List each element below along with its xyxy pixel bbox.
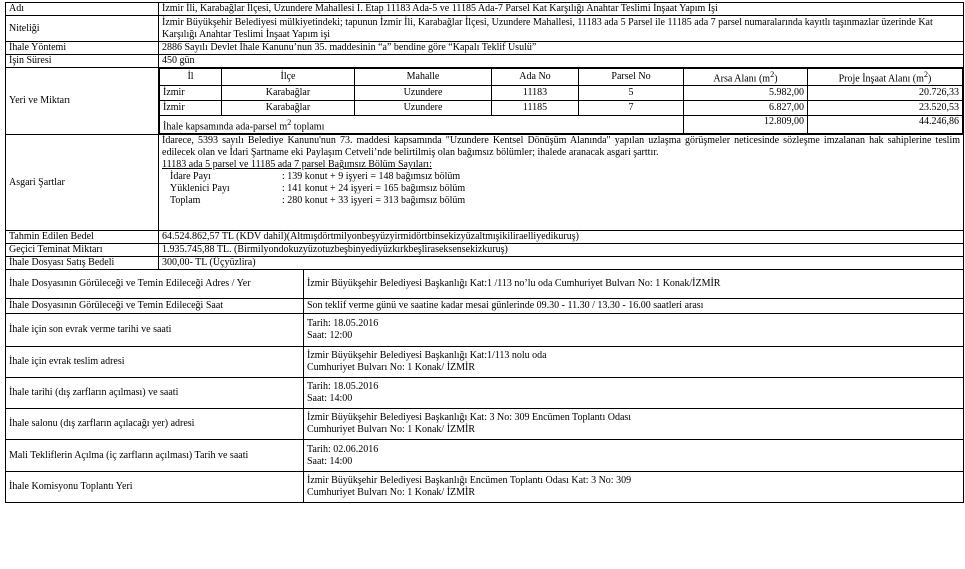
header-arsa-text: Arsa Alanı (m <box>713 73 771 85</box>
share-toplam-name: Toplam <box>170 195 201 207</box>
row-detail <box>6 314 964 347</box>
detail-line: Tarih: 18.05.2016 <box>307 381 379 393</box>
label-adi: Adı <box>6 3 159 16</box>
row-dosya-bedel <box>6 257 964 270</box>
detail-line: Saat: 12:00 <box>307 330 353 342</box>
value-teminat: 1.935.745,88 TL. (Birmilyondokuzyüzotuzbeşbinyediyüzkırkbeşliraseksensekizkuruş) <box>159 244 964 257</box>
cell-arsa: 5.982,00 <box>684 86 808 101</box>
share-toplam <box>162 195 960 207</box>
detail-line: İzmir Büyükşehir Belediyesi Başkanlığı Kat:1 /113 no’lu oda Cumhuriyet Bulvarı No: 1 Konak/İZMİR <box>307 278 721 290</box>
total-label <box>160 116 684 134</box>
label-dosya-bedel: İhale Dosyası Satış Bedeli <box>6 257 159 270</box>
value-niteligi: İzmir Büyükşehir Belediyesi mülkiyetindeki; tapunun İzmir İli, Karabağlar İlçesi, Uzundere Mahallesi, 11183 ada 5 Parsel ile 11185 ada 7 parsel numaralarında kayıtlı taşınmazlar üzerinde Kat Karşılığı Anahtar Teslimi İnşaat Yapım işi <box>159 16 964 42</box>
row-detail <box>6 440 964 472</box>
value-dosya-bedel-blank <box>304 257 964 270</box>
detail-line: İzmir Büyükşehir Belediyesi Başkanlığı Encümen Toplantı Odası Kat: 3 No: 309 <box>307 475 632 487</box>
cell-ada: 11183 <box>492 86 579 101</box>
row-niteligi <box>6 16 964 42</box>
cell-parsel: 7 <box>579 101 684 116</box>
total-label-b: toplamı <box>291 120 325 132</box>
header-arsa-sup: 2 <box>770 70 775 79</box>
tender-detail-table <box>5 256 964 503</box>
header-ada: Ada No <box>492 69 579 86</box>
detail-line: Cumhuriyet Bulvarı No: 1 Konak/ İZMİR <box>307 424 476 436</box>
header-il: İl <box>160 69 222 86</box>
detail-value: Son teklif verme günü ve saatine kadar mesai günlerinde 09.30 - 11.30 / 13.30 - 16.00 saatleri arası <box>304 299 964 314</box>
value-dosya-bedel: 300,00- TL (Üçyüzlira) <box>159 257 304 270</box>
row-adi <box>6 3 964 16</box>
label-teminat: Geçici Teminat Miktarı <box>6 244 159 257</box>
value-asgari <box>159 135 964 231</box>
detail-value <box>304 378 964 409</box>
row-detail <box>6 472 964 503</box>
cell-ilce: Karabağlar <box>222 86 355 101</box>
row-detail <box>6 270 964 299</box>
detail-label: İhale Komisyonu Toplantı Yeri <box>6 472 304 503</box>
cell-proje: 20.726,33 <box>808 86 963 101</box>
detail-line: İzmir Büyükşehir Belediyesi Başkanlığı Kat:1/113 nolu oda <box>307 350 547 362</box>
header-proje <box>808 69 963 86</box>
asgari-text: İdarece, 5393 sayılı Belediye Kanunu'nun 73. maddesi kapsamında "Uzundere Kentsel Dönüşüm Alanında" yapılan uzlaşma görüşmeler neticesinde sözleşme imzalanan hak sahiplerine teslim edilecek olan ve İdari Şartname eki Paylaşım Cetveli’nde belirtilmiş olan bağımsız bölümler; ihalede aranacak asgari şarttır. <box>162 135 960 159</box>
detail-line: İzmir Büyükşehir Belediyesi Başkanlığı Kat: 3 No: 309 Encümen Toplantı Odası <box>307 412 632 424</box>
cell-il: İzmir <box>160 101 222 116</box>
share-idare-value: : 139 konut + 9 işyeri = 148 bağımsız bölüm <box>282 171 461 183</box>
row-detail <box>6 299 964 314</box>
share-yuklenici-name: Yüklenici Payı <box>170 183 230 195</box>
cell-mahalle: Uzundere <box>355 86 492 101</box>
share-toplam-value: : 280 konut + 33 işyeri = 313 bağımsız bölüm <box>282 195 466 207</box>
header-proje-close: ) <box>928 73 932 85</box>
share-idare-name: İdare Payı <box>170 171 211 183</box>
row-detail <box>6 347 964 378</box>
asgari-heading: 11183 ada 5 parsel ve 11185 ada 7 parsel Bağımsız Bölüm Sayıları: <box>162 159 432 171</box>
row-teminat <box>6 244 964 257</box>
parcel-table <box>159 68 963 134</box>
label-yer: Yeri ve Miktarı <box>6 68 159 135</box>
header-proje-text: Proje İnşaat Alanı (m <box>838 73 924 85</box>
detail-label: İhale salonu (dış zarfların açılacağı yer) adresi <box>6 409 304 440</box>
label-sure: İşin Süresi <box>6 55 159 68</box>
row-sure <box>6 55 964 68</box>
table-row <box>160 101 963 116</box>
detail-value <box>304 409 964 440</box>
detail-value <box>304 270 964 299</box>
value-yontem: 2886 Sayılı Devlet İhale Kanunu’nun 35. maddesinin “a” bendine göre “Kapalı Teklif Usulü” <box>159 42 964 55</box>
detail-line: Saat: 14:00 <box>307 455 353 467</box>
share-yuklenici-value: : 141 konut + 24 işyeri = 165 bağımsız bölüm <box>282 183 466 195</box>
header-parsel: Parsel No <box>579 69 684 86</box>
value-adi: İzmir İli, Karabağlar İlçesi, Uzundere Mahallesi I. Etap 11183 Ada-5 ve 11185 Ada-7 Parsel Kat Karşılığı Anahtar Teslimi İnşaat Yapım İşi <box>159 3 964 16</box>
detail-value <box>304 347 964 378</box>
label-yontem: İhale Yöntemi <box>6 42 159 55</box>
row-detail <box>6 409 964 440</box>
header-proje-sup: 2 <box>923 70 929 79</box>
detail-line: Cumhuriyet Bulvarı No: 1 Konak/ İZMİR <box>307 362 476 374</box>
row-detail <box>6 378 964 409</box>
detail-label: Mali Tekliflerin Açılma (iç zarfların açılması) Tarih ve saati <box>6 440 304 472</box>
tender-document <box>5 2 963 503</box>
header-arsa <box>684 69 808 86</box>
cell-ada: 11185 <box>492 101 579 116</box>
share-yuklenici <box>162 183 960 195</box>
detail-value <box>304 472 964 503</box>
total-label-sup: 2 <box>287 117 292 127</box>
total-arsa: 12.809,00 <box>684 116 808 134</box>
value-yer <box>159 68 964 135</box>
total-label-a: İhale kapsamında ada-parsel m <box>163 120 288 132</box>
detail-label: İhale için evrak teslim adresi <box>6 347 304 378</box>
tender-info-table <box>5 2 964 257</box>
cell-proje: 23.520,53 <box>808 101 963 116</box>
row-bedel <box>6 231 964 244</box>
cell-parsel: 5 <box>579 86 684 101</box>
cell-ilce: Karabağlar <box>222 101 355 116</box>
header-mahalle: Mahalle <box>355 69 492 86</box>
detail-value <box>304 314 964 347</box>
label-bedel: Tahmin Edilen Bedel <box>6 231 159 244</box>
detail-line: Cumhuriyet Bulvarı No: 1 Konak/ İZMİR <box>307 487 476 499</box>
row-yontem <box>6 42 964 55</box>
parcel-total-row <box>160 116 963 134</box>
detail-line: Tarih: 02.06.2016 <box>307 443 379 455</box>
detail-line: Saat: 14:00 <box>307 393 353 405</box>
detail-label: İhale Dosyasının Görüleceği ve Temin Edileceği Saat <box>6 299 304 314</box>
table-row <box>160 86 963 101</box>
label-asgari: Asgari Şartlar <box>6 135 159 231</box>
value-bedel: 64.524.862,57 TL (KDV dahil)(Altmışdörtmilyonbeşyüzyirmidörtbinsekizyüzaltmışikiliraelliyedikuruş) <box>159 231 964 244</box>
parcel-header-row <box>160 69 963 86</box>
header-arsa-close: ) <box>774 73 778 85</box>
total-proje: 44.246,86 <box>808 116 963 134</box>
share-idare <box>162 171 960 183</box>
row-yer <box>6 68 964 135</box>
detail-line: Tarih: 18.05.2016 <box>307 318 379 330</box>
detail-label: İhale tarihi (dış zarfların açılması) ve saati <box>6 378 304 409</box>
detail-label: İhale Dosyasının Görüleceği ve Temin Edileceği Adres / Yer <box>6 270 304 299</box>
cell-il: İzmir <box>160 86 222 101</box>
label-niteligi: Niteliği <box>6 16 159 42</box>
header-ilce: İlçe <box>222 69 355 86</box>
cell-mahalle: Uzundere <box>355 101 492 116</box>
value-sure: 450 gün <box>159 55 964 68</box>
cell-arsa: 6.827,00 <box>684 101 808 116</box>
detail-value <box>304 440 964 472</box>
row-asgari <box>6 135 964 231</box>
detail-label: İhale için son evrak verme tarihi ve saati <box>6 314 304 347</box>
